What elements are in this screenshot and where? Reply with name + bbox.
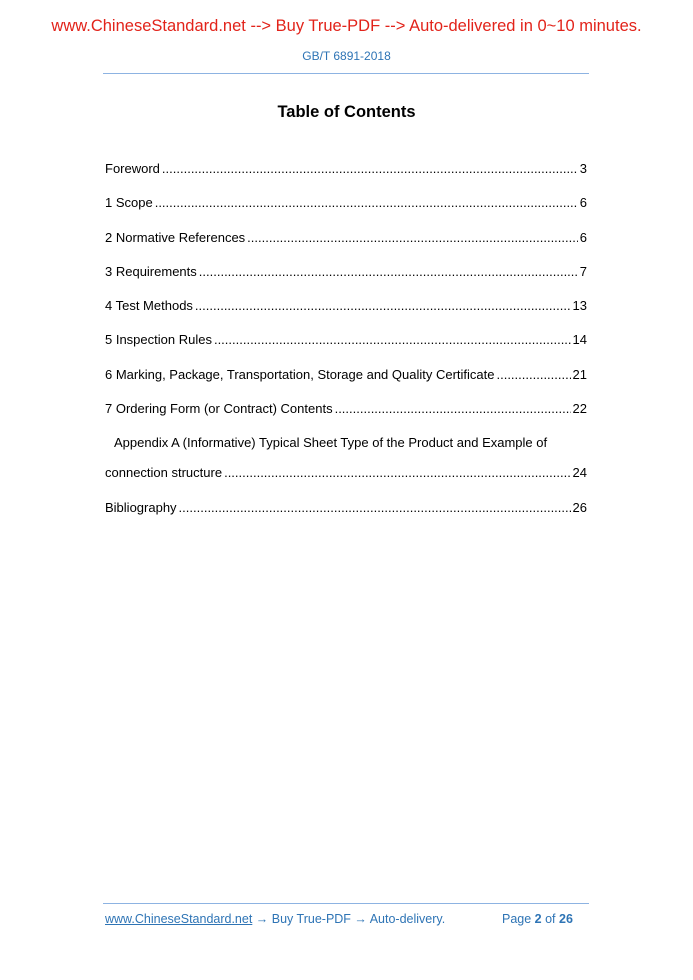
top-banner xyxy=(0,17,693,36)
toc-leader-dots xyxy=(214,332,571,347)
toc-leader-dots xyxy=(335,401,571,416)
toc-entry-label: 7 Ordering Form (or Contract) Contents xyxy=(105,401,333,417)
toc-entry-page: 13 xyxy=(572,298,587,314)
toc-entry-test-methods[interactable] xyxy=(105,298,587,332)
footer-page-number xyxy=(502,912,573,926)
toc-entry-label: 5 Inspection Rules xyxy=(105,332,212,348)
toc-entry-inspection-rules[interactable] xyxy=(105,332,587,366)
standard-code: GB/T 6891-2018 xyxy=(302,49,391,63)
table-of-contents xyxy=(105,161,587,534)
toc-entry-marking-package[interactable] xyxy=(105,367,587,401)
toc-entry-page: 26 xyxy=(572,499,587,515)
toc-leader-dots xyxy=(496,367,570,382)
toc-entry-ordering-form[interactable] xyxy=(105,401,587,435)
footer-left xyxy=(105,912,445,926)
banner-text: --> Buy True-PDF --> Auto-delivered in 0~10 minutes. xyxy=(245,17,642,35)
toc-entry-page: 21 xyxy=(572,366,587,382)
toc-entry-label: 3 Requirements xyxy=(105,263,197,279)
toc-entry-page: 7 xyxy=(579,263,587,279)
toc-entry-label: 2 Normative References xyxy=(105,229,246,245)
toc-entry-page: 22 xyxy=(572,401,587,417)
toc-entry-bibliography[interactable] xyxy=(105,500,587,534)
toc-entry-label: Foreword xyxy=(105,161,160,176)
toc-entry-normative-references[interactable] xyxy=(105,230,587,264)
footer-site-link[interactable]: www.ChineseStandard.net xyxy=(105,912,253,926)
toc-entry-label: 6 Marking, Package, Transportation, Storage and Quality Certificate xyxy=(105,366,495,382)
toc-entry-requirements[interactable] xyxy=(105,264,587,298)
toc-leader-dots xyxy=(162,161,578,176)
toc-entry-label: Bibliography xyxy=(105,499,177,515)
toc-entry-label: 1 Scope xyxy=(105,195,153,211)
toc-entry-page: 6 xyxy=(579,195,587,211)
toc-entry-foreword[interactable] xyxy=(105,161,587,195)
footer-text: → Buy True-PDF → Auto-delivery. xyxy=(252,912,446,926)
header-rule xyxy=(103,73,589,74)
toc-entry-label: connection structure xyxy=(105,465,223,481)
toc-leader-dots xyxy=(155,195,578,210)
toc-title: Table of Contents xyxy=(277,103,416,121)
toc-leader-dots xyxy=(199,264,578,279)
page-of: of xyxy=(541,912,559,926)
toc-entry-appendix-a[interactable] xyxy=(105,465,587,499)
toc-entry-page: 24 xyxy=(572,465,587,481)
page-total: 26 xyxy=(559,912,573,926)
toc-entry-scope[interactable] xyxy=(105,195,587,229)
toc-leader-dots xyxy=(224,465,570,480)
footer-rule xyxy=(103,903,589,904)
page-current: 2 xyxy=(534,912,542,926)
toc-leader-dots xyxy=(247,230,578,245)
toc-entry-page: 14 xyxy=(572,332,587,348)
toc-entry-page: 3 xyxy=(579,161,587,176)
toc-entry-page: 6 xyxy=(579,229,587,245)
toc-entry-appendix-a-line1[interactable]: Appendix A (Informative) Typical Sheet Type of the Product and Example of xyxy=(114,435,548,451)
toc-entry-label: 4 Test Methods xyxy=(105,298,193,314)
page-prefix: Page xyxy=(502,912,535,926)
toc-leader-dots xyxy=(179,500,571,515)
toc-leader-dots xyxy=(195,298,571,313)
banner-site-link[interactable]: www.ChineseStandard.net xyxy=(51,17,246,35)
